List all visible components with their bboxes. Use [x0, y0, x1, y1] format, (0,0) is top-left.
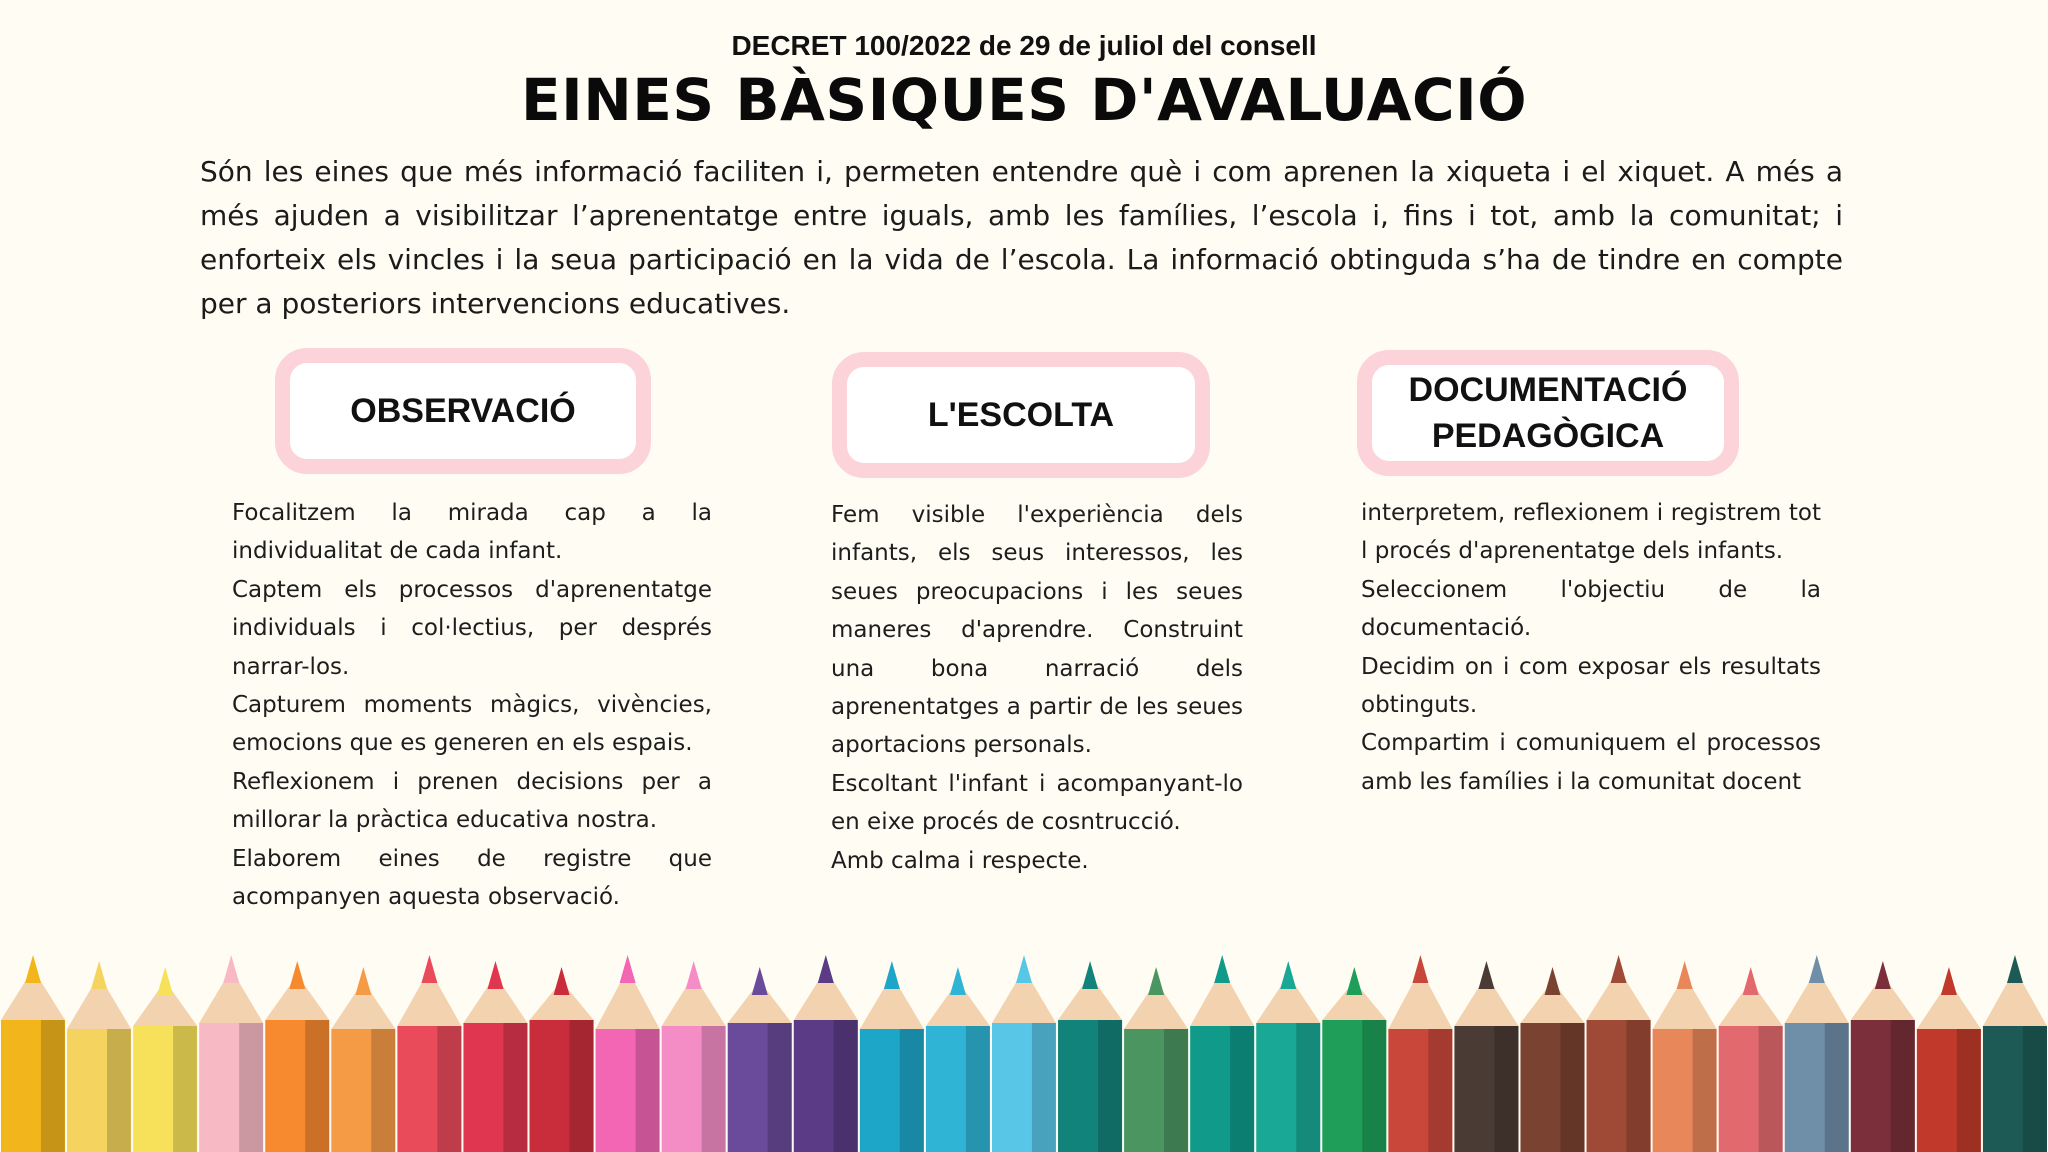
- pencil-icon: [331, 967, 395, 1152]
- pencil-icon: [1124, 967, 1188, 1152]
- tool-title-line: L'ESCOLTA: [927, 396, 1115, 434]
- tool-title-line: PEDAGÒGICA: [1431, 417, 1665, 455]
- pencil-icon: [794, 955, 858, 1152]
- pencil-icon: [662, 961, 726, 1152]
- tool-paragraph: Decidim on i com exposar els resultats obtinguts.: [1361, 653, 1821, 719]
- colored-pencils-decoration: [0, 950, 2048, 1152]
- tool-paragraph: Amb calma i respecte.: [831, 847, 1089, 874]
- pencil-icon: [1785, 955, 1849, 1152]
- decree-subtitle: DECRET 100/2022 de 29 de juliol del consell: [731, 30, 1317, 61]
- pencil-icon: [926, 967, 990, 1152]
- tool-paragraph: Reflexionem i prenen decisions per a millorar la pràctica educativa nostra.: [232, 768, 712, 834]
- pencil-icon: [1587, 955, 1651, 1152]
- tool-title-text: [1409, 367, 1688, 459]
- tool-paragraph: interpretem, reflexionem i registrem tot l procés d'aprenentatge dels infants.: [1361, 500, 1821, 565]
- tool-text-escolta: [831, 496, 1243, 880]
- tool-text-documentacio: [1361, 494, 1821, 801]
- pencil-icon: [265, 961, 329, 1152]
- pencil-icon: [397, 955, 461, 1152]
- pencil-icon: [199, 955, 263, 1152]
- pencil-icon: [67, 961, 131, 1152]
- pencil-icon: [1388, 955, 1452, 1152]
- pencil-icon: [1719, 967, 1783, 1152]
- tool-title-line: OBSERVACIÓ: [350, 392, 576, 430]
- tool-title-escolta: [832, 352, 1210, 478]
- pencil-icon: [1256, 961, 1320, 1152]
- tool-paragraph: Captem els processos d'aprenentatge individuals i col·lectius, per després narrar-los.: [232, 576, 712, 680]
- pencil-icon: [1, 955, 65, 1152]
- pencil-icon: [1917, 967, 1981, 1152]
- tool-paragraph: Focalitzem la mirada cap a la individualitat de cada infant.: [232, 500, 712, 565]
- pencil-icon: [1520, 967, 1584, 1152]
- pencil-icon: [1058, 961, 1122, 1152]
- pencil-icon: [1653, 961, 1717, 1152]
- pencil-icon: [596, 955, 660, 1152]
- tool-paragraph: Fem visible l'experiència dels infants, els seus interessos, les seues preocupacions i les seues maneres d'aprendre. Construint una bona narració dels aprenentatges a partir de les seues aportacions personals.: [831, 502, 1243, 759]
- tool-paragraph: Elaborem eines de registre que acompanyen aquesta observació.: [232, 845, 712, 911]
- tool-title-documentacio: [1357, 350, 1739, 476]
- pencil-icon: [1454, 961, 1518, 1152]
- pencil-icon: [1190, 955, 1254, 1152]
- pencil-icon: [992, 955, 1056, 1152]
- tool-text-observacio: [232, 494, 712, 916]
- tool-title-line: DOCUMENTACIÓ: [1408, 371, 1688, 409]
- tool-paragraph: Capturem moments màgics, vivències, emocions que es generen en els espais.: [232, 692, 712, 757]
- tool-paragraph: Escoltant l'infant i acompanyant-lo en eixe procés de cosntrucció.: [831, 770, 1243, 836]
- pencil-icon: [463, 961, 527, 1152]
- pencil-icon: [1851, 961, 1915, 1152]
- pencil-icon: [860, 961, 924, 1152]
- page-title: EINES BÀSIQUES D'AVALUACIÓ: [521, 66, 1527, 134]
- tool-title-observacio: [275, 348, 651, 474]
- pencil-icon: [728, 967, 792, 1152]
- pencil-icon: [530, 967, 594, 1152]
- pencil-icon: [133, 967, 197, 1152]
- tool-paragraph: Seleccionem l'objectiu de la documentació.: [1361, 576, 1821, 642]
- pencil-icon: [1322, 967, 1386, 1152]
- pencil-icon: [1983, 955, 2047, 1152]
- tool-paragraph: Compartim i comuniquem el processos amb les famílies i la comunitat docent: [1361, 730, 1821, 795]
- intro-paragraph: Són les eines que més informació faciliten i, permeten entendre què i com aprenen la xiqueta i el xiquet. A més a més ajuden a visibilitzar l’aprenentatge entre iguals, amb les famílies, l’escola i, fins i tot, amb la comunitat; i enforteix els vincles i la seua participació en la vida de l’escola. La informació obtinguda s’ha de tindre en compte per a posteriors intervencions educatives.: [200, 155, 1843, 320]
